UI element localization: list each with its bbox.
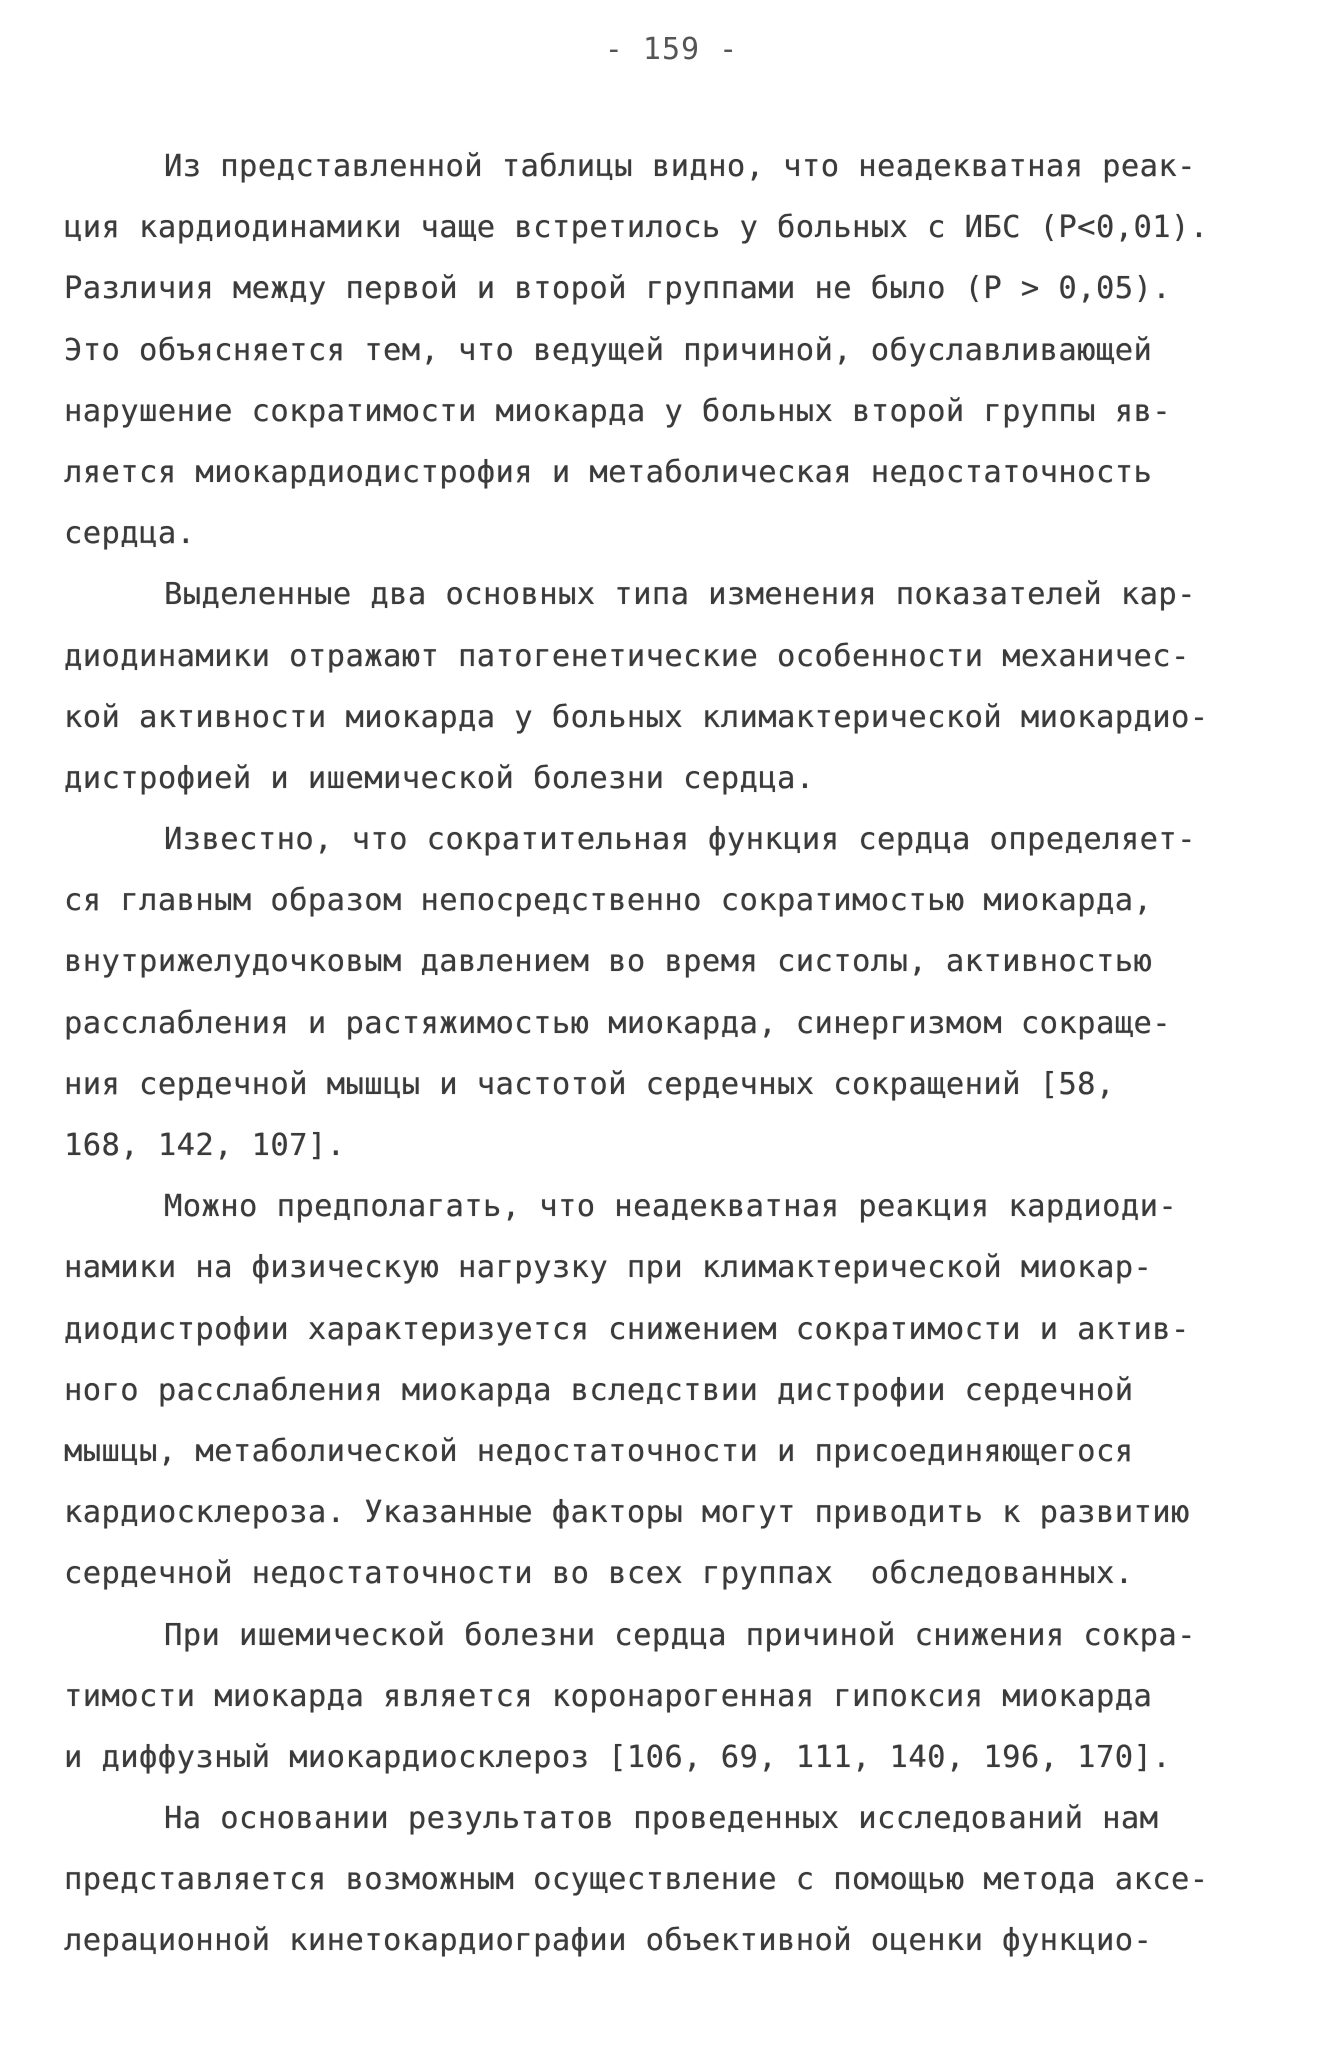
text-line: внутрижелудочковым давлением во время систолы, активностью — [64, 944, 1153, 980]
text-line: сердца. — [64, 516, 196, 552]
text-line: представляется возможным осуществление с помощью метода аксе- — [64, 1862, 1209, 1898]
text-line: Из представленной таблицы видно, что неадекватная реак- — [164, 149, 1196, 184]
text-line: На основании результатов проведенных исследований нам — [164, 1801, 1159, 1837]
text-line: ляется миокардиодистрофия и метаболическая недостаточность — [64, 454, 1153, 490]
text-line: кой активности миокарда у больных климактерической миокардио- — [64, 699, 1209, 735]
text-line: диодинамики отражают патогенетические особенности механичес- — [64, 638, 1190, 674]
text-line: расслабления и растяжимостью миокарда, синергизмом сокраще- — [64, 1005, 1171, 1041]
text-line: Выделенные два основных типа изменения показателей кар- — [164, 577, 1196, 613]
text-line: 168, 142, 107]. — [64, 1128, 346, 1163]
text-line: мышцы, метаболической недостаточности и присоединяющегося — [64, 1433, 1134, 1469]
text-line: и диффузный миокардиосклероз [106, 69, 111, 140, 196, 170]. — [64, 1739, 1171, 1775]
text-line: Различия между первой и второй группами не было (P > 0,05). — [64, 271, 1171, 307]
text-line: лерационной кинетокардиографии объективной оценки функцио- — [64, 1923, 1153, 1959]
text-line: Это объясняется тем, что ведущей причиной, обуславливающей — [64, 332, 1153, 368]
text-line: дистрофией и ишемической болезни сердца. — [64, 760, 815, 796]
text-line: ция кардиодинамики чаще встретилось у больных с ИБС (P<0,01). — [64, 210, 1209, 246]
text-line: нарушение сократимости миокарда у больных второй группы яв- — [64, 393, 1171, 429]
text-line: кардиосклероза. Указанные факторы могут приводить к развитию — [64, 1495, 1190, 1531]
body-text — [64, 136, 1304, 1972]
text-line: намики на физическую нагрузку при климактерической миокар- — [64, 1250, 1153, 1286]
text-line: Можно предполагать, что неадекватная реакция кардиоди- — [164, 1189, 1178, 1225]
text-line: При ишемической болезни сердца причиной снижения сокра- — [164, 1617, 1196, 1653]
text-line: ся главным образом непосредственно сократимостью миокарда, — [64, 883, 1153, 919]
page-number: - 159 - — [604, 32, 739, 67]
text-line: диодистрофии характеризуется снижением сократимости и актив- — [64, 1311, 1190, 1347]
text-line: ного расслабления миокарда вследствии дистрофии сердечной — [64, 1372, 1134, 1408]
text-line: сердечной недостаточности во всех группах обследованных. — [64, 1556, 1134, 1592]
text-line: тимости миокарда является коронарогенная гипоксия миокарда — [64, 1678, 1153, 1714]
text-line: ния сердечной мышцы и частотой сердечных сокращений [58, — [64, 1066, 1115, 1102]
text-line: Известно, что сократительная функция сердца определяет- — [164, 822, 1196, 858]
